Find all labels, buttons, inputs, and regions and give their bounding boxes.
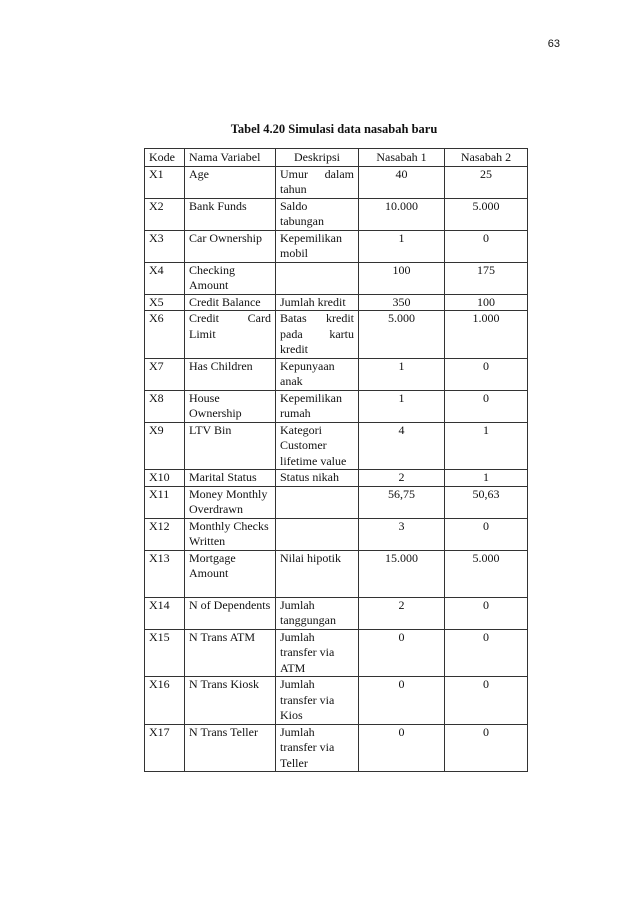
cell-kode: X9 [145,422,185,470]
cell-deskripsi: Nilai hipotik [276,550,359,597]
cell-deskripsi: Kepemilikan rumah [276,390,359,422]
cell-nasabah-2: 5.000 [445,198,528,230]
cell-nama-variabel: Car Ownership [185,230,276,262]
cell-nasabah-2: 1.000 [445,311,528,359]
cell-nasabah-2: 25 [445,166,528,198]
header-nasabah-1: Nasabah 1 [359,149,445,167]
cell-deskripsi: Kategori Customer lifetime value [276,422,359,470]
cell-nama-variabel: N Trans ATM [185,629,276,677]
cell-nasabah-2: 0 [445,230,528,262]
cell-nasabah-2: 0 [445,597,528,629]
cell-deskripsi [276,486,359,518]
table-row [145,470,528,487]
table-row [145,358,528,390]
cell-nama-variabel: N of Dependents [185,597,276,629]
cell-kode: X16 [145,677,185,725]
table-row [145,311,528,359]
cell-kode: X4 [145,262,185,294]
cell-kode: X17 [145,724,185,772]
cell-deskripsi: Jumlah transfer via Kios [276,677,359,725]
cell-kode: X1 [145,166,185,198]
cell-deskripsi [276,518,359,550]
table-row [145,262,528,294]
cell-deskripsi: Status nikah [276,470,359,487]
table-row [145,198,528,230]
table-row [145,724,528,772]
table-row [145,550,528,597]
cell-nasabah-1: 1 [359,358,445,390]
cell-nasabah-2: 100 [445,294,528,311]
cell-nama-variabel: Mortgage Amount [185,550,276,597]
cell-deskripsi: Jumlah kredit [276,294,359,311]
cell-nasabah-1: 56,75 [359,486,445,518]
cell-nama-variabel: Checking Amount [185,262,276,294]
header-nasabah-2: Nasabah 2 [445,149,528,167]
cell-nama-variabel: Marital Status [185,470,276,487]
cell-nama-variabel: N Trans Kiosk [185,677,276,725]
cell-nasabah-1: 100 [359,262,445,294]
cell-nasabah-2: 0 [445,629,528,677]
cell-kode: X14 [145,597,185,629]
cell-nama-variabel: Age [185,166,276,198]
cell-nasabah-2: 175 [445,262,528,294]
table-row [145,597,528,629]
table-row [145,390,528,422]
cell-nama-variabel: Money Monthly Overdrawn [185,486,276,518]
cell-nasabah-1: 3 [359,518,445,550]
cell-deskripsi: Saldo tabungan [276,198,359,230]
cell-nasabah-1: 1 [359,390,445,422]
cell-nama-variabel: N Trans Teller [185,724,276,772]
cell-nasabah-1: 4 [359,422,445,470]
table-row [145,629,528,677]
table-header-row [145,149,528,167]
header-nama-variabel: Nama Variabel [185,149,276,167]
cell-deskripsi: Jumlah transfer via ATM [276,629,359,677]
cell-nasabah-1: 2 [359,470,445,487]
cell-deskripsi [276,262,359,294]
table-row [145,230,528,262]
cell-deskripsi: Jumlah tanggungan [276,597,359,629]
cell-nasabah-1: 1 [359,230,445,262]
cell-kode: X6 [145,311,185,359]
cell-nama-variabel: Has Children [185,358,276,390]
cell-nasabah-2: 1 [445,422,528,470]
cell-nama-variabel: Credit Card Limit [185,311,276,359]
cell-kode: X11 [145,486,185,518]
table-row [145,677,528,725]
cell-kode: X8 [145,390,185,422]
table-caption: Tabel 4.20 Simulasi data nasabah baru [230,122,438,136]
cell-nasabah-2: 50,63 [445,486,528,518]
cell-nama-variabel: Monthly Checks Written [185,518,276,550]
cell-nasabah-1: 10.000 [359,198,445,230]
table-row [145,294,528,311]
cell-nasabah-1: 350 [359,294,445,311]
cell-nama-variabel: Bank Funds [185,198,276,230]
cell-nasabah-2: 5.000 [445,550,528,597]
cell-nasabah-2: 0 [445,724,528,772]
cell-nasabah-2: 0 [445,677,528,725]
cell-nasabah-1: 0 [359,724,445,772]
cell-kode: X7 [145,358,185,390]
table-row [145,486,528,518]
cell-deskripsi: Batas kredit pada kartu kredit [276,311,359,359]
cell-nasabah-1: 2 [359,597,445,629]
cell-nasabah-1: 15.000 [359,550,445,597]
cell-deskripsi: Umur dalam tahun [276,166,359,198]
cell-nama-variabel: House Ownership [185,390,276,422]
cell-deskripsi: Kepemilikan mobil [276,230,359,262]
page-number: 63 [547,38,560,50]
simulation-table [144,148,528,772]
cell-nasabah-1: 0 [359,677,445,725]
cell-kode: X3 [145,230,185,262]
cell-nasabah-2: 0 [445,390,528,422]
cell-nasabah-1: 0 [359,629,445,677]
header-kode: Kode [145,149,185,167]
cell-nasabah-1: 40 [359,166,445,198]
cell-kode: X12 [145,518,185,550]
cell-kode: X10 [145,470,185,487]
header-deskripsi: Deskripsi [276,149,359,167]
table-row [145,518,528,550]
cell-deskripsi: Jumlah transfer via Teller [276,724,359,772]
cell-nasabah-1: 5.000 [359,311,445,359]
table-row [145,166,528,198]
cell-kode: X15 [145,629,185,677]
table-row [145,422,528,470]
cell-kode: X13 [145,550,185,597]
cell-deskripsi: Kepunyaan anak [276,358,359,390]
cell-nama-variabel: Credit Balance [185,294,276,311]
cell-nama-variabel: LTV Bin [185,422,276,470]
cell-kode: X2 [145,198,185,230]
cell-nasabah-2: 0 [445,518,528,550]
cell-nasabah-2: 1 [445,470,528,487]
table-body [145,166,528,772]
cell-kode: X5 [145,294,185,311]
cell-nasabah-2: 0 [445,358,528,390]
